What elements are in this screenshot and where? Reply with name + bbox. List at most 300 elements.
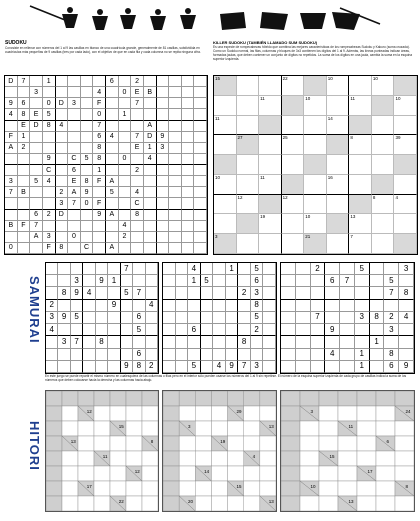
sudoku-cell[interactable]: 4: [325, 349, 340, 361]
killer-cell[interactable]: [259, 76, 282, 96]
kakuro-entry-cell[interactable]: [395, 436, 414, 451]
kakuro-entry-cell[interactable]: [319, 496, 338, 511]
killer-cell[interactable]: [394, 96, 417, 116]
killer-cell[interactable]: [372, 155, 395, 175]
hex-cell[interactable]: [18, 154, 31, 165]
sudoku-cell[interactable]: [163, 287, 176, 299]
hex-cell[interactable]: [81, 221, 94, 232]
sudoku-cell[interactable]: [96, 349, 108, 361]
kakuro-entry-cell[interactable]: [110, 481, 126, 496]
hex-cell[interactable]: D: [5, 76, 18, 87]
sudoku-cell[interactable]: 5: [121, 287, 133, 299]
sudoku-cell[interactable]: 3: [58, 336, 70, 348]
hex-cell[interactable]: 6: [18, 98, 31, 109]
kakuro-entry-cell[interactable]: [179, 466, 195, 481]
kakuro-entry-cell[interactable]: [228, 466, 244, 481]
kakuro-entry-cell[interactable]: [244, 406, 260, 421]
hex-cell[interactable]: 1: [144, 143, 157, 154]
sudoku-cell[interactable]: [83, 312, 95, 324]
sudoku-cell[interactable]: 6: [384, 361, 399, 373]
kakuro-entry-cell[interactable]: [62, 496, 78, 511]
hex-sudoku-grid[interactable]: [4, 75, 208, 255]
hex-cell[interactable]: 4: [93, 87, 106, 98]
killer-cell[interactable]: [327, 175, 350, 195]
killer-cell[interactable]: [394, 116, 417, 136]
hex-cell[interactable]: 0: [119, 87, 132, 98]
sudoku-cell[interactable]: 7: [121, 263, 133, 275]
hex-cell[interactable]: [43, 87, 56, 98]
sudoku-cell[interactable]: [163, 349, 176, 361]
kakuro-grid-2[interactable]: [162, 390, 277, 512]
hex-cell[interactable]: [30, 198, 43, 209]
sudoku-cell[interactable]: 6: [133, 349, 145, 361]
hex-cell[interactable]: 0: [119, 154, 132, 165]
kakuro-entry-cell[interactable]: [94, 421, 110, 436]
hex-cell[interactable]: 8: [56, 243, 69, 254]
kakuro-entry-cell[interactable]: [319, 436, 338, 451]
hex-cell[interactable]: C: [68, 154, 81, 165]
kakuro-entry-cell[interactable]: [78, 466, 94, 481]
sudoku-cell[interactable]: [238, 263, 251, 275]
hex-cell[interactable]: [5, 210, 18, 221]
sudoku-cell[interactable]: [108, 287, 120, 299]
kakuro-entry-cell[interactable]: [179, 451, 195, 466]
hex-cell[interactable]: [18, 176, 31, 187]
hex-cell[interactable]: [56, 132, 69, 143]
sudoku-cell[interactable]: 9: [96, 275, 108, 287]
hex-cell[interactable]: [43, 143, 56, 154]
sudoku-cell[interactable]: [176, 324, 189, 336]
sudoku-cell[interactable]: [355, 324, 370, 336]
sudoku-cell[interactable]: [296, 263, 311, 275]
hex-cell[interactable]: 4: [56, 121, 69, 132]
sudoku-cell[interactable]: 3: [355, 312, 370, 324]
kakuro-entry-cell[interactable]: [395, 421, 414, 436]
kakuro-entry-cell[interactable]: [110, 466, 126, 481]
hex-cell[interactable]: B: [144, 87, 157, 98]
sudoku-cell[interactable]: [263, 336, 276, 348]
kakuro-entry-cell[interactable]: [126, 421, 142, 436]
sudoku-cell[interactable]: [83, 336, 95, 348]
hex-cell[interactable]: [182, 121, 195, 132]
hex-cell[interactable]: [56, 109, 69, 120]
killer-cell[interactable]: [349, 76, 372, 96]
sudoku-cell[interactable]: 3: [251, 287, 264, 299]
hex-cell[interactable]: [81, 87, 94, 98]
sudoku-cell[interactable]: 4: [83, 287, 95, 299]
sudoku-cell[interactable]: [226, 349, 239, 361]
sudoku-cell[interactable]: 1: [188, 275, 201, 287]
sudoku-cell[interactable]: 9: [226, 361, 239, 373]
sudoku-cell[interactable]: [263, 349, 276, 361]
sudoku-cell[interactable]: [58, 349, 70, 361]
sudoku-cell[interactable]: [311, 300, 326, 312]
sudoku-cell[interactable]: [121, 349, 133, 361]
hex-cell[interactable]: F: [93, 98, 106, 109]
hex-cell[interactable]: 3: [68, 98, 81, 109]
hex-cell[interactable]: [182, 109, 195, 120]
hex-cell[interactable]: F: [43, 243, 56, 254]
sudoku-grid-2[interactable]: [162, 262, 277, 374]
hex-cell[interactable]: [169, 187, 182, 198]
sudoku-cell[interactable]: [263, 361, 276, 373]
hex-cell[interactable]: [18, 198, 31, 209]
kakuro-entry-cell[interactable]: [338, 451, 357, 466]
hex-cell[interactable]: [169, 165, 182, 176]
sudoku-cell[interactable]: [325, 312, 340, 324]
sudoku-cell[interactable]: [281, 263, 296, 275]
sudoku-cell[interactable]: [176, 287, 189, 299]
sudoku-cell[interactable]: [108, 349, 120, 361]
hex-cell[interactable]: E: [68, 176, 81, 187]
sudoku-grid-3[interactable]: [280, 262, 415, 374]
sudoku-cell[interactable]: [226, 312, 239, 324]
kakuro-entry-cell[interactable]: [228, 436, 244, 451]
sudoku-cell[interactable]: [340, 312, 355, 324]
sudoku-cell[interactable]: [83, 349, 95, 361]
sudoku-cell[interactable]: [58, 324, 70, 336]
killer-cell[interactable]: [237, 234, 260, 254]
hex-cell[interactable]: 8: [18, 109, 31, 120]
sudoku-cell[interactable]: [340, 287, 355, 299]
sudoku-cell[interactable]: [46, 336, 58, 348]
hex-cell[interactable]: [106, 143, 119, 154]
sudoku-cell[interactable]: [384, 336, 399, 348]
sudoku-cell[interactable]: 6: [251, 275, 264, 287]
kakuro-entry-cell[interactable]: [142, 421, 158, 436]
kakuro-entry-cell[interactable]: [300, 436, 319, 451]
kakuro-entry-cell[interactable]: [319, 466, 338, 481]
sudoku-cell[interactable]: [263, 324, 276, 336]
sudoku-cell[interactable]: [133, 275, 145, 287]
sudoku-cell[interactable]: [281, 275, 296, 287]
sudoku-cell[interactable]: [355, 275, 370, 287]
sudoku-cell[interactable]: 9: [71, 287, 83, 299]
killer-cell[interactable]: [304, 76, 327, 96]
hex-cell[interactable]: [106, 109, 119, 120]
hex-cell[interactable]: [68, 143, 81, 154]
hex-cell[interactable]: 4: [119, 221, 132, 232]
hex-cell[interactable]: [157, 176, 170, 187]
hex-cell[interactable]: [106, 165, 119, 176]
hex-cell[interactable]: 2: [131, 165, 144, 176]
killer-cell[interactable]: [259, 155, 282, 175]
kakuro-entry-cell[interactable]: [395, 451, 414, 466]
sudoku-cell[interactable]: 8: [133, 361, 145, 373]
hex-cell[interactable]: 8: [81, 176, 94, 187]
hex-cell[interactable]: [194, 221, 207, 232]
hex-cell[interactable]: D: [30, 121, 43, 132]
hex-cell[interactable]: 7: [131, 132, 144, 143]
sudoku-cell[interactable]: [108, 324, 120, 336]
killer-cell[interactable]: [237, 214, 260, 234]
sudoku-cell[interactable]: [163, 361, 176, 373]
sudoku-cell[interactable]: [325, 287, 340, 299]
sudoku-cell[interactable]: [281, 312, 296, 324]
hex-cell[interactable]: 5: [106, 187, 119, 198]
sudoku-cell[interactable]: [96, 361, 108, 373]
sudoku-cell[interactable]: [384, 263, 399, 275]
sudoku-cell[interactable]: [370, 324, 385, 336]
sudoku-cell[interactable]: [325, 336, 340, 348]
killer-cell[interactable]: [214, 234, 237, 254]
hex-cell[interactable]: [182, 198, 195, 209]
sudoku-cell[interactable]: 1: [355, 361, 370, 373]
sudoku-cell[interactable]: [340, 324, 355, 336]
hex-cell[interactable]: [68, 121, 81, 132]
sudoku-cell[interactable]: [311, 336, 326, 348]
hex-cell[interactable]: [5, 198, 18, 209]
hex-cell[interactable]: [144, 109, 157, 120]
hex-cell[interactable]: 2: [131, 76, 144, 87]
hex-cell[interactable]: 0: [81, 198, 94, 209]
hex-cell[interactable]: [30, 243, 43, 254]
sudoku-cell[interactable]: [213, 312, 226, 324]
hex-cell[interactable]: [157, 187, 170, 198]
hex-cell[interactable]: C: [43, 165, 56, 176]
sudoku-cell[interactable]: [201, 312, 214, 324]
hex-cell[interactable]: [68, 210, 81, 221]
hex-cell[interactable]: [106, 154, 119, 165]
kakuro-entry-cell[interactable]: [244, 421, 260, 436]
sudoku-cell[interactable]: [325, 300, 340, 312]
killer-cell[interactable]: [259, 214, 282, 234]
kakuro-entry-cell[interactable]: [260, 406, 276, 421]
hex-cell[interactable]: A: [106, 176, 119, 187]
kakuro-entry-cell[interactable]: [195, 481, 211, 496]
sudoku-cell[interactable]: [263, 287, 276, 299]
kakuro-entry-cell[interactable]: [395, 496, 414, 511]
hex-cell[interactable]: [106, 98, 119, 109]
hex-cell[interactable]: [81, 232, 94, 243]
hex-cell[interactable]: [169, 210, 182, 221]
hex-cell[interactable]: [169, 176, 182, 187]
sudoku-cell[interactable]: 9: [121, 361, 133, 373]
sudoku-cell[interactable]: [83, 324, 95, 336]
killer-cell[interactable]: [394, 234, 417, 254]
sudoku-cell[interactable]: [96, 324, 108, 336]
hex-cell[interactable]: [182, 243, 195, 254]
hex-cell[interactable]: [169, 198, 182, 209]
hex-cell[interactable]: [81, 109, 94, 120]
hex-cell[interactable]: [68, 76, 81, 87]
hex-cell[interactable]: 7: [68, 198, 81, 209]
kakuro-entry-cell[interactable]: [300, 496, 319, 511]
kakuro-entry-cell[interactable]: [78, 496, 94, 511]
hex-cell[interactable]: B: [18, 187, 31, 198]
sudoku-cell[interactable]: 1: [108, 275, 120, 287]
kakuro-entry-cell[interactable]: [78, 451, 94, 466]
hex-cell[interactable]: [93, 232, 106, 243]
hex-cell[interactable]: [144, 198, 157, 209]
sudoku-cell[interactable]: [296, 361, 311, 373]
hex-cell[interactable]: [56, 154, 69, 165]
hex-cell[interactable]: 5: [81, 154, 94, 165]
hex-cell[interactable]: [30, 132, 43, 143]
hex-cell[interactable]: 3: [30, 87, 43, 98]
killer-cell[interactable]: [394, 214, 417, 234]
hex-cell[interactable]: [30, 143, 43, 154]
hex-cell[interactable]: [194, 87, 207, 98]
sudoku-cell[interactable]: [201, 300, 214, 312]
sudoku-cell[interactable]: [133, 336, 145, 348]
sudoku-cell[interactable]: 6: [188, 324, 201, 336]
hex-cell[interactable]: 7: [93, 121, 106, 132]
sudoku-cell[interactable]: [146, 324, 158, 336]
sudoku-cell[interactable]: [238, 275, 251, 287]
sudoku-cell[interactable]: 1: [370, 336, 385, 348]
hex-cell[interactable]: [131, 176, 144, 187]
hex-cell[interactable]: [119, 165, 132, 176]
hex-cell[interactable]: [144, 232, 157, 243]
sudoku-cell[interactable]: 1: [226, 263, 239, 275]
killer-cell[interactable]: [282, 175, 305, 195]
killer-cell[interactable]: [237, 76, 260, 96]
sudoku-cell[interactable]: [121, 275, 133, 287]
hex-cell[interactable]: [119, 121, 132, 132]
hex-cell[interactable]: C: [131, 198, 144, 209]
hex-cell[interactable]: D: [56, 210, 69, 221]
kakuro-entry-cell[interactable]: [228, 421, 244, 436]
sudoku-cell[interactable]: 2: [384, 312, 399, 324]
kakuro-entry-cell[interactable]: [195, 436, 211, 451]
hex-cell[interactable]: [43, 187, 56, 198]
sudoku-cell[interactable]: [281, 287, 296, 299]
kakuro-entry-cell[interactable]: [376, 466, 395, 481]
sudoku-cell[interactable]: [71, 300, 83, 312]
sudoku-cell[interactable]: [213, 349, 226, 361]
kakuro-entry-cell[interactable]: [244, 481, 260, 496]
sudoku-cell[interactable]: 9: [58, 312, 70, 324]
sudoku-cell[interactable]: 3: [46, 312, 58, 324]
killer-cell[interactable]: [237, 116, 260, 136]
sudoku-cell[interactable]: [201, 287, 214, 299]
hex-cell[interactable]: [157, 109, 170, 120]
hex-cell[interactable]: [81, 132, 94, 143]
hex-cell[interactable]: A: [30, 232, 43, 243]
sudoku-cell[interactable]: 6: [325, 275, 340, 287]
sudoku-cell[interactable]: [311, 287, 326, 299]
hex-cell[interactable]: [182, 221, 195, 232]
kakuro-entry-cell[interactable]: [260, 466, 276, 481]
hex-cell[interactable]: 1: [43, 76, 56, 87]
sudoku-cell[interactable]: [238, 324, 251, 336]
hex-cell[interactable]: 9: [5, 98, 18, 109]
kakuro-entry-cell[interactable]: [376, 451, 395, 466]
kakuro-entry-cell[interactable]: [338, 436, 357, 451]
sudoku-cell[interactable]: [311, 349, 326, 361]
sudoku-cell[interactable]: 2: [311, 263, 326, 275]
hex-cell[interactable]: [81, 76, 94, 87]
kakuro-entry-cell[interactable]: [126, 496, 142, 511]
sudoku-cell[interactable]: 5: [355, 263, 370, 275]
hex-cell[interactable]: [144, 221, 157, 232]
hex-cell[interactable]: [93, 221, 106, 232]
sudoku-cell[interactable]: [96, 312, 108, 324]
sudoku-cell[interactable]: 3: [384, 324, 399, 336]
sudoku-cell[interactable]: 4: [399, 312, 414, 324]
sudoku-cell[interactable]: [238, 349, 251, 361]
killer-cell[interactable]: [327, 214, 350, 234]
killer-cell[interactable]: [327, 96, 350, 116]
hex-cell[interactable]: 8: [93, 154, 106, 165]
sudoku-cell[interactable]: 3: [251, 361, 264, 373]
sudoku-cell[interactable]: [96, 300, 108, 312]
killer-cell[interactable]: [237, 135, 260, 155]
kakuro-entry-cell[interactable]: [78, 436, 94, 451]
sudoku-cell[interactable]: [370, 349, 385, 361]
hex-cell[interactable]: E: [18, 121, 31, 132]
killer-cell[interactable]: [259, 175, 282, 195]
sudoku-cell[interactable]: [176, 312, 189, 324]
kakuro-entry-cell[interactable]: [376, 421, 395, 436]
killer-cell[interactable]: [349, 155, 372, 175]
hex-cell[interactable]: 3: [43, 232, 56, 243]
sudoku-cell[interactable]: [213, 287, 226, 299]
sudoku-cell[interactable]: [163, 300, 176, 312]
killer-cell[interactable]: [304, 155, 327, 175]
sudoku-cell[interactable]: [188, 312, 201, 324]
hex-cell[interactable]: 0: [5, 243, 18, 254]
sudoku-cell[interactable]: [201, 336, 214, 348]
kakuro-entry-cell[interactable]: [300, 466, 319, 481]
kakuro-entry-cell[interactable]: [300, 421, 319, 436]
hex-cell[interactable]: A: [5, 143, 18, 154]
sudoku-cell[interactable]: [325, 263, 340, 275]
sudoku-cell[interactable]: [201, 361, 214, 373]
sudoku-cell[interactable]: 7: [340, 275, 355, 287]
sudoku-cell[interactable]: [238, 312, 251, 324]
sudoku-cell[interactable]: 1: [355, 349, 370, 361]
hex-cell[interactable]: [93, 76, 106, 87]
hex-cell[interactable]: F: [5, 132, 18, 143]
hex-cell[interactable]: [119, 176, 132, 187]
sudoku-cell[interactable]: [71, 324, 83, 336]
sudoku-cell[interactable]: 2: [46, 300, 58, 312]
hex-cell[interactable]: 9: [81, 187, 94, 198]
sudoku-cell[interactable]: 2: [251, 324, 264, 336]
sudoku-cell[interactable]: [176, 336, 189, 348]
sudoku-cell[interactable]: [163, 263, 176, 275]
kakuro-entry-cell[interactable]: [211, 421, 227, 436]
killer-cell[interactable]: [259, 135, 282, 155]
kakuro-entry-cell[interactable]: [179, 406, 195, 421]
kakuro-entry-cell[interactable]: [142, 496, 158, 511]
kakuro-entry-cell[interactable]: [395, 466, 414, 481]
sudoku-cell[interactable]: [399, 275, 414, 287]
hex-cell[interactable]: 1: [18, 132, 31, 143]
kakuro-entry-cell[interactable]: [319, 406, 338, 421]
kakuro-entry-cell[interactable]: [338, 406, 357, 421]
kakuro-entry-cell[interactable]: [228, 496, 244, 511]
sudoku-cell[interactable]: [296, 336, 311, 348]
hex-cell[interactable]: [157, 243, 170, 254]
sudoku-cell[interactable]: 2: [238, 287, 251, 299]
kakuro-entry-cell[interactable]: [211, 451, 227, 466]
hex-cell[interactable]: [56, 76, 69, 87]
kakuro-entry-cell[interactable]: [110, 406, 126, 421]
kakuro-entry-cell[interactable]: [94, 496, 110, 511]
sudoku-cell[interactable]: 9: [108, 300, 120, 312]
sudoku-cell[interactable]: 8: [399, 287, 414, 299]
hex-cell[interactable]: [131, 221, 144, 232]
hex-cell[interactable]: [157, 210, 170, 221]
hex-cell[interactable]: [194, 132, 207, 143]
kakuro-entry-cell[interactable]: [126, 481, 142, 496]
sudoku-cell[interactable]: [238, 300, 251, 312]
hex-cell[interactable]: F: [18, 221, 31, 232]
hex-cell[interactable]: [194, 243, 207, 254]
